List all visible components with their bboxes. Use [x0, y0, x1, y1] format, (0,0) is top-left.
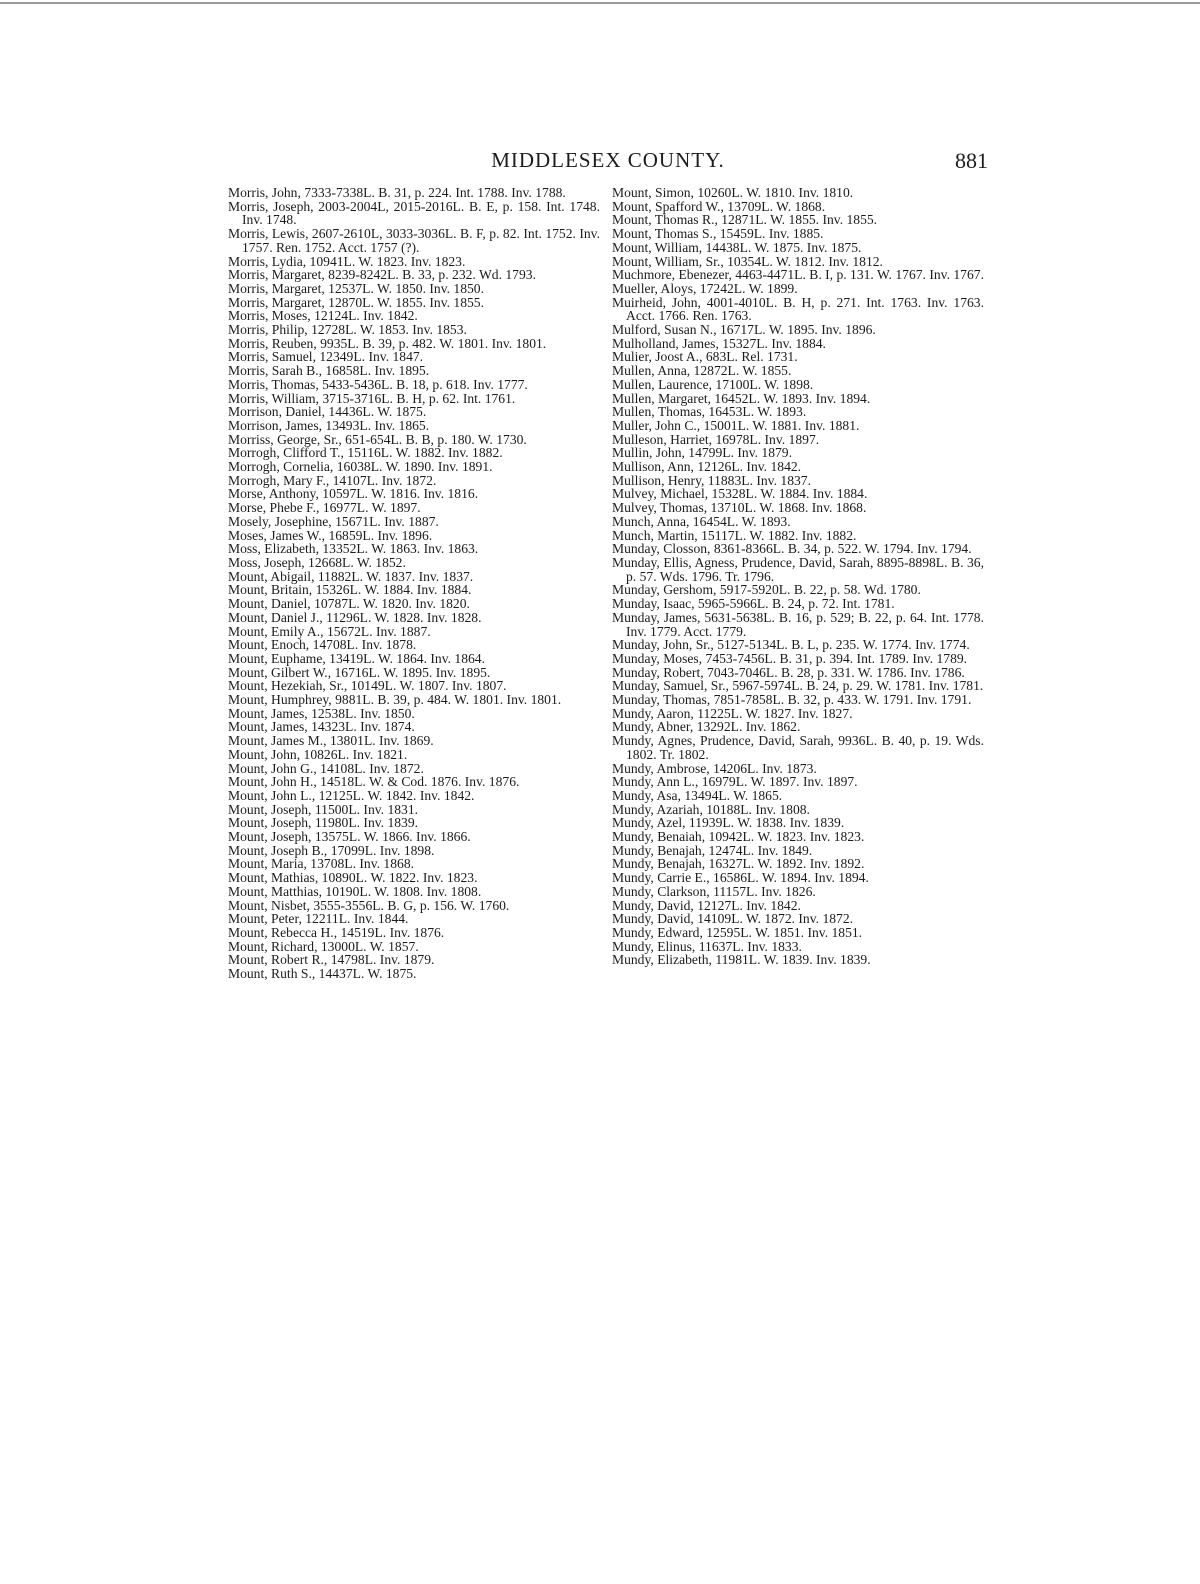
index-entry: Mount, William, 14438L. W. 1875. Inv. 1875.	[612, 239, 862, 255]
index-entry: Mulford, Susan N., 16717L. W. 1895. Inv. 1896.	[612, 322, 876, 338]
index-entry: Mulholland, James, 15327L. Inv. 1884.	[612, 335, 826, 351]
index-entry: Muller, John C., 15001L. W. 1881. Inv. 1881.	[612, 417, 860, 433]
index-entry: Morris, Lewis, 2607-2610L, 3033-3036L. B. F, p. 82. Int. 1752. Inv. 1757. Ren. 1752. Acct. 1757 (?).	[228, 226, 600, 255]
index-entry: Mundy, Abner, 13292L. Inv. 1862.	[612, 719, 801, 735]
index-entry: Mundy, Benajah, 12474L. Inv. 1849.	[612, 842, 813, 858]
index-entry: Mosely, Josephine, 15671L. Inv. 1887.	[228, 513, 439, 529]
index-entry: Mundy, David, 12127L. Inv. 1842.	[612, 897, 801, 913]
index-entry: Morris, Margaret, 8239-8242L. B. 33, p. 232. Wd. 1793.	[228, 267, 536, 283]
index-entry: Muchmore, Ebenezer, 4463-4471L. B. I, p. 131. W. 1767. Inv. 1767.	[612, 267, 984, 283]
index-entry: Mundy, Elizabeth, 11981L. W. 1839. Inv. 1839.	[612, 952, 871, 968]
index-entry: Mount, Ruth S., 14437L. W. 1875.	[228, 966, 417, 982]
index-entry: Munday, Robert, 7043-7046L. B. 28, p. 331. W. 1786. Inv. 1786.	[612, 664, 965, 680]
index-entry: Mundy, Elinus, 11637L. Inv. 1833.	[612, 938, 802, 954]
index-entry: Mount, William, Sr., 10354L. W. 1812. Inv. 1812.	[612, 253, 883, 269]
index-entry: Mundy, Asa, 13494L. W. 1865.	[612, 787, 783, 803]
page-number: 881	[955, 148, 988, 173]
index-entry: Mount, Matthias, 10190L. W. 1808. Inv. 1808.	[228, 883, 482, 899]
index-entry: Moses, James W., 16859L. Inv. 1896.	[228, 527, 433, 543]
index-entry: Mount, Thomas R., 12871L. W. 1855. Inv. 1855.	[612, 212, 878, 228]
index-entry: Morris, Margaret, 12537L. W. 1850. Inv. 1850.	[228, 280, 484, 296]
index-entry: Munday, John, Sr., 5127-5134L. B. L, p. 235. W. 1774. Inv. 1774.	[612, 637, 970, 653]
index-entry: Munch, Martin, 15117L. W. 1882. Inv. 1882.	[612, 527, 857, 543]
index-entry: Mullen, Thomas, 16453L. W. 1893.	[612, 404, 807, 420]
index-entry: Mundy, Carrie E., 16586L. W. 1894. Inv. 1894.	[612, 870, 869, 886]
index-column-left	[228, 186, 600, 981]
index-entry: Morris, Lydia, 10941L. W. 1823. Inv. 1823.	[228, 253, 466, 269]
index-entry: Moss, Joseph, 12668L. W. 1852.	[228, 554, 406, 570]
index-entry: Mount, Humphrey, 9881L. B. 39, p. 484. W. 1801. Inv. 1801.	[228, 692, 562, 708]
index-entry: Mundy, Agnes, Prudence, David, Sarah, 9936L. B. 40, p. 19. Wds. 1802. Tr. 1802.	[612, 733, 984, 762]
index-entry: Morrogh, Cornelia, 16038L. W. 1890. Inv. 1891.	[228, 459, 493, 475]
index-entry: Morrison, James, 13493L. Inv. 1865.	[228, 417, 430, 433]
index-entry: Mount, Joseph B., 17099L. Inv. 1898.	[228, 842, 435, 858]
index-entry: Mount, Gilbert W., 16716L. W. 1895. Inv. 1895.	[228, 664, 491, 680]
index-entry: Morris, Moses, 12124L. Inv. 1842.	[228, 308, 418, 324]
index-entry: Munday, Ellis, Agness, Prudence, David, Sarah, 8895-8898L. B. 36, p. 57. Wds. 1796. Tr. 1796.	[612, 554, 984, 584]
index-entry: Mundy, Ann L., 16979L. W. 1897. Inv. 1897.	[612, 774, 858, 790]
index-entry: Mundy, Azariah, 10188L. Inv. 1808.	[612, 801, 810, 817]
index-entry: Mundy, Benajah, 16327L. W. 1892. Inv. 1892.	[612, 856, 865, 872]
index-entry: Morris, Samuel, 12349L. Inv. 1847.	[228, 349, 424, 365]
index-entry: Mount, Mathias, 10890L. W. 1822. Inv. 1823.	[228, 870, 478, 886]
page-edge-rule	[0, 2, 1200, 4]
index-entry: Mount, James, 12538L. Inv. 1850.	[228, 705, 415, 721]
index-entry: Morrogh, Mary F., 14107L. Inv. 1872.	[228, 472, 437, 488]
index-entry: Mount, Joseph, 13575L. W. 1866. Inv. 1866.	[228, 829, 471, 845]
index-entry: Mount, James M., 13801L. Inv. 1869.	[228, 733, 434, 749]
index-entry: Mundy, Aaron, 11225L. W. 1827. Inv. 1827.	[612, 705, 853, 721]
index-entry: Mundy, Edward, 12595L. W. 1851. Inv. 1851.	[612, 924, 863, 940]
index-column-right	[612, 186, 984, 967]
index-entry: Morris, Sarah B., 16858L. Inv. 1895.	[228, 363, 430, 379]
index-entry: Mount, Rebecca H., 14519L. Inv. 1876.	[228, 924, 445, 940]
index-entry: Mundy, Clarkson, 11157L. Inv. 1826.	[612, 883, 816, 899]
index-entry: Mullison, Ann, 12126L. Inv. 1842.	[612, 459, 802, 475]
index-entry: Morse, Anthony, 10597L. W. 1816. Inv. 1816.	[228, 486, 479, 502]
index-entry: Mount, John, 10826L. Inv. 1821.	[228, 746, 408, 762]
index-entry: Mundy, Ambrose, 14206L. Inv. 1873.	[612, 760, 817, 776]
index-entry: Mullen, Anna, 12872L. W. 1855.	[612, 363, 792, 379]
index-entry: Munday, Isaac, 5965-5966L. B. 24, p. 72. Int. 1781.	[612, 596, 895, 612]
index-entry: Mullen, Margaret, 16452L. W. 1893. Inv. 1894.	[612, 390, 871, 406]
index-entry: Morris, Margaret, 12870L. W. 1855. Inv. 1855.	[228, 294, 484, 310]
index-entry: Mount, Britain, 15326L. W. 1884. Inv. 1884.	[228, 582, 472, 598]
index-entry: Morris, John, 7333-7338L. B. 31, p. 224. Int. 1788. Inv. 1788.	[228, 185, 566, 200]
index-entry: Mulvey, Michael, 15328L. W. 1884. Inv. 1884.	[612, 486, 868, 502]
index-entry: Mount, Joseph, 11980L. Inv. 1839.	[228, 815, 419, 831]
index-entry: Mullison, Henry, 11883L. Inv. 1837.	[612, 472, 811, 488]
index-entry: Mount, Nisbet, 3555-3556L. B. G, p. 156. W. 1760.	[228, 897, 510, 913]
index-entry: Mount, Simon, 10260L. W. 1810. Inv. 1810.	[612, 185, 854, 200]
index-entry: Munday, Closson, 8361-8366L. B. 34, p. 522. W. 1794. Inv. 1794.	[612, 541, 972, 557]
index-entry: Moss, Elizabeth, 13352L. W. 1863. Inv. 1863.	[228, 541, 479, 557]
index-entry: Munday, Thomas, 7851-7858L. B. 32, p. 433. W. 1791. Inv. 1791.	[612, 692, 972, 708]
index-entry: Mount, Joseph, 11500L. Inv. 1831.	[228, 801, 419, 817]
index-entry: Mulleson, Harriet, 16978L. Inv. 1897.	[612, 431, 820, 447]
index-entry: Morse, Phebe F., 16977L. W. 1897.	[228, 500, 421, 516]
index-entry: Mueller, Aloys, 17242L. W. 1899.	[612, 280, 798, 296]
index-entry: Munday, James, 5631-5638L. B. 16, p. 529; B. 22, p. 64. Int. 1778. Inv. 1779. Acct. 1779.	[612, 609, 984, 639]
index-entry: Mundy, Benaiah, 10942L. W. 1823. Inv. 1823.	[612, 829, 865, 845]
page-header	[228, 148, 988, 176]
index-entry: Mount, Euphame, 13419L. W. 1864. Inv. 1864.	[228, 650, 486, 666]
index-entry: Munch, Anna, 16454L. W. 1893.	[612, 513, 791, 529]
index-entry: Mount, Abigail, 11882L. W. 1837. Inv. 1837.	[228, 568, 474, 584]
running-head: MIDDLESEX COUNTY.	[491, 148, 725, 172]
index-entry: Morris, William, 3715-3716L. B. H, p. 62. Int. 1761.	[228, 390, 516, 406]
index-entry: Mulvey, Thomas, 13710L. W. 1868. Inv. 1868.	[612, 500, 867, 516]
index-entry: Mount, John H., 14518L. W. & Cod. 1876. Inv. 1876.	[228, 774, 520, 790]
index-entry: Mount, Maria, 13708L. Inv. 1868.	[228, 856, 415, 872]
index-entry: Morris, Thomas, 5433-5436L. B. 18, p. 618. Inv. 1777.	[228, 376, 528, 392]
index-entry: Mullin, John, 14799L. Inv. 1879.	[612, 445, 792, 461]
index-entry: Morris, Joseph, 2003-2004L, 2015-2016L. B. E, p. 158. Int. 1748. Inv. 1748.	[228, 198, 600, 228]
index-entry: Mount, John L., 12125L. W. 1842. Inv. 1842.	[228, 787, 475, 803]
index-entry: Morrogh, Clifford T., 15116L. W. 1882. Inv. 1882.	[228, 445, 503, 461]
index-entry: Mount, Robert R., 14798L. Inv. 1879.	[228, 952, 435, 968]
index-entry: Munday, Moses, 7453-7456L. B. 31, p. 394. Int. 1789. Inv. 1789.	[612, 650, 968, 666]
index-entry: Munday, Samuel, Sr., 5967-5974L. B. 24, p. 29. W. 1781. Inv. 1781.	[612, 678, 984, 694]
index-entry: Mundy, David, 14109L. W. 1872. Inv. 1872.	[612, 911, 854, 927]
index-entry: Mount, Hezekiah, Sr., 10149L. W. 1807. Inv. 1807.	[228, 678, 507, 694]
index-entry: Mount, James, 14323L. Inv. 1874.	[228, 719, 415, 735]
index-entry: Morrison, Daniel, 14436L. W. 1875.	[228, 404, 427, 420]
index-entry: Mount, John G., 14108L. Inv. 1872.	[228, 760, 424, 776]
index-entry: Mount, Daniel J., 11296L. W. 1828. Inv. 1828.	[228, 609, 482, 625]
index-entry: Mount, Enoch, 14708L. Inv. 1878.	[228, 637, 417, 653]
index-entry: Mount, Spafford W., 13709L. W. 1868.	[612, 198, 826, 214]
index-entry: Morris, Philip, 12728L. W. 1853. Inv. 1853.	[228, 322, 467, 338]
index-entry: Mount, Thomas S., 15459L. Inv. 1885.	[612, 226, 824, 242]
index-entry: Mount, Emily A., 15672L. Inv. 1887.	[228, 623, 431, 639]
index-entry: Morris, Reuben, 9935L. B. 39, p. 482. W. 1801. Inv. 1801.	[228, 335, 547, 351]
index-entry: Mullen, Laurence, 17100L. W. 1898.	[612, 376, 814, 392]
index-entry: Mundy, Azel, 11939L. W. 1838. Inv. 1839.	[612, 815, 845, 831]
index-entry: Mount, Daniel, 10787L. W. 1820. Inv. 1820.	[228, 596, 470, 612]
index-entry: Munday, Gershom, 5917-5920L. B. 22, p. 58. Wd. 1780.	[612, 582, 921, 598]
index-entry: Mount, Richard, 13000L. W. 1857.	[228, 938, 419, 954]
index-entry: Muirheid, John, 4001-4010L. B. H, p. 271. Int. 1763. Inv. 1763. Acct. 1766. Ren. 1763.	[612, 294, 984, 324]
index-entry: Mount, Peter, 12211L. Inv. 1844.	[228, 911, 409, 927]
index-entry: Mulier, Joost A., 683L. Rel. 1731.	[612, 349, 798, 365]
index-entry: Morriss, George, Sr., 651-654L. B. B, p. 180. W. 1730.	[228, 431, 527, 447]
